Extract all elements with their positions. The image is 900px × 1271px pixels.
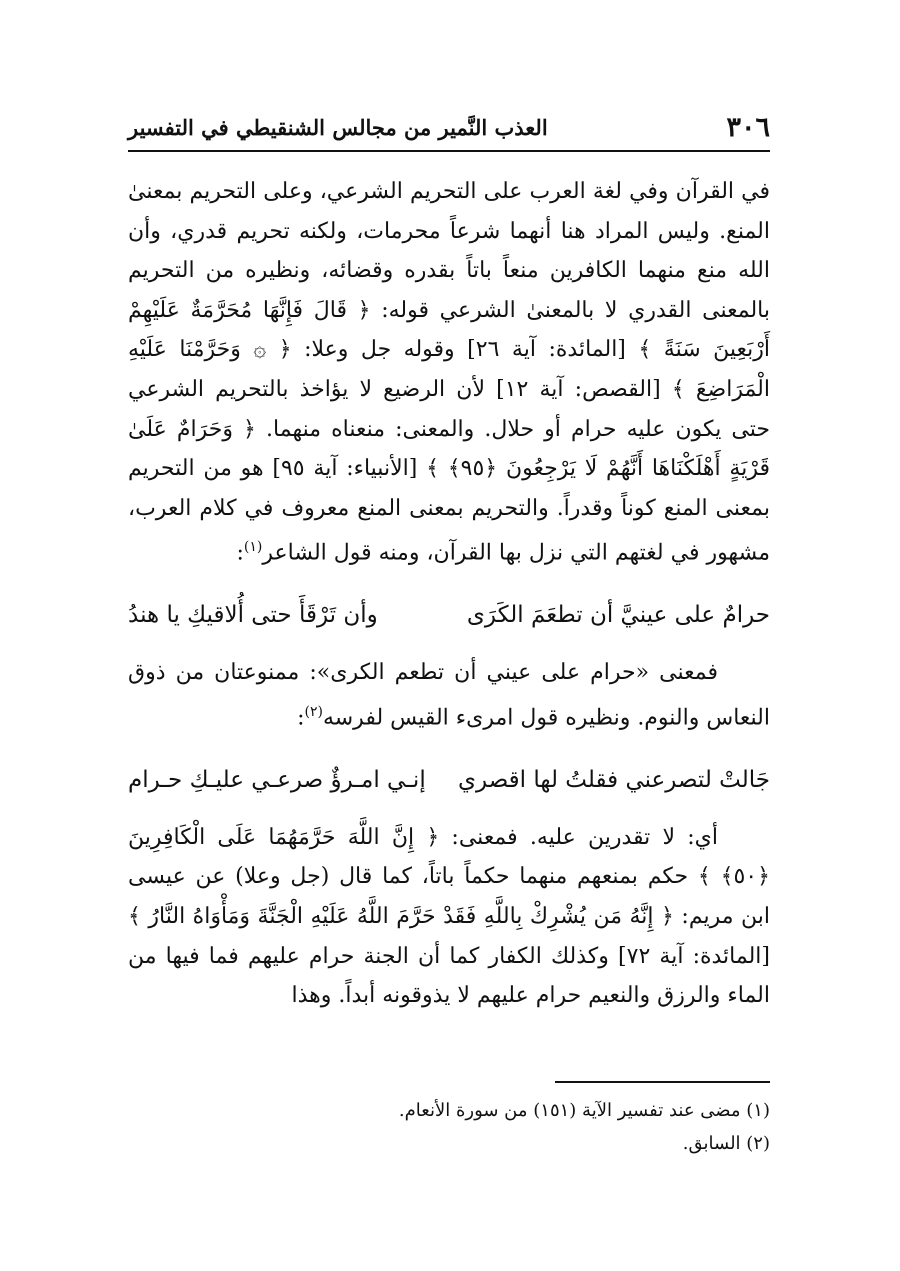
verse-2-second-hemistich: إنـي امـرؤٌ صرعـي عليـكِ حـرام bbox=[128, 766, 426, 793]
paragraph-1-text: في القرآن وفي لغة العرب على التحريم الشرعي، وعلى التحريم بمعنىٰ المنع. وليس المراد هنا أنهما شرعاً محرمات، ولكنه تحريم قدري، وأن الله منع منهما الكافرين منعاً باتاً بقدره وقضائه، ونظيره من التحريم بالمعنى القدري لا بالمعنىٰ الشرعي قوله: ﴿ قَالَ فَإِنَّهَا مُحَرَّمَةٌ عَلَيْهِمْ أَرْبَعِينَ سَنَةً ﴾ [المائدة: آية ٢٦] وقوله جل وعلا: ﴿ ۞ وَحَرَّمْنَا عَلَيْهِ الْمَرَاضِعَ ﴾ [القصص: آية ١٢] لأن الرضيع لا يؤاخذ بالتحريم الشرعي حتى يكون عليه حرام أو حلال. والمعنى: منعناه منهما. ﴿ وَحَرَامٌ عَلَىٰ قَرْيَةٍ أَهْلَكْنَاهَا أَنَّهُمْ لَا يَرْجِعُونَ ﴿٩٥﴾ ﴾ [الأنبياء: آية ٩٥] هو من التحريم بمعنى المنع كوناً وقدراً. والتحريم بمعنى المنع معروف في كلام العرب، مشهور في لغتهم التي نزل بها القرآن، ومنه قول الشاعر bbox=[128, 179, 771, 566]
page-number: ٣٠٦ bbox=[726, 112, 770, 143]
header-rule bbox=[128, 150, 770, 152]
paragraph-1 bbox=[128, 172, 770, 573]
footnote-ref-2[interactable]: (٢) bbox=[304, 703, 323, 720]
paragraph-1-end: : bbox=[236, 540, 244, 566]
verse-2-first-hemistich: جَالتْ لتصرعني فقلتُ لها اقصري bbox=[458, 766, 770, 793]
paragraph-2 bbox=[128, 653, 770, 738]
footnote-1: (١) مضى عند تفسير الآية (١٥١) من سورة الأنعام. bbox=[398, 1100, 770, 1121]
paragraph-2-end: : bbox=[297, 705, 305, 731]
footnotes bbox=[128, 1094, 770, 1160]
paragraph-3: أي: لا تقدرين عليه. فمعنى: ﴿ إِنَّ اللَّهَ حَرَّمَهُمَا عَلَى الْكَافِرِينَ ﴿٥٠﴾ ﴾ حكم بمنعهم منهما حكماً باتاً، كما قال (جل وعلا) عن عيسى ابن مريم: ﴿ إِنَّهُ مَن يُشْرِكْ بِاللَّهِ فَقَدْ حَرَّمَ اللَّهُ عَلَيْهِ الْجَنَّةَ وَمَأْوَاهُ النَّارُ ﴾ [المائدة: آية ٧٢] وكذلك الكفار كما أن الجنة حرام عليهم فما فيها من الماء والرزق والنعيم حرام عليهم لا يذوقونه أبداً. وهذا bbox=[128, 824, 770, 1009]
footnote-rule bbox=[555, 1081, 770, 1083]
running-title: العذب النَّمير من مجالس الشنقيطي في التفسير bbox=[128, 115, 548, 140]
footnote-ref-1[interactable]: (١) bbox=[243, 539, 263, 556]
verse-1-second-hemistich: وأن تَرْقَأَ حتى أُلاقيكِ يا هندُ bbox=[128, 602, 378, 629]
page-header bbox=[128, 112, 770, 152]
poetry-verse-2 bbox=[128, 760, 770, 800]
poetry-verse-1 bbox=[128, 595, 770, 635]
paragraph-2-text: فمعنى «حرام على عيني أن تطعم الكرى»: ممنوعتان من ذوق النعاس والنوم. ونظيره قول امرىء القيس لفرسه bbox=[128, 660, 770, 731]
main-text bbox=[128, 172, 770, 1016]
footnote-2: (٢) السابق. bbox=[682, 1133, 770, 1154]
verse-1-first-hemistich: حرامٌ على عينيَّ أن تطعَمَ الكَرَى bbox=[466, 602, 770, 629]
